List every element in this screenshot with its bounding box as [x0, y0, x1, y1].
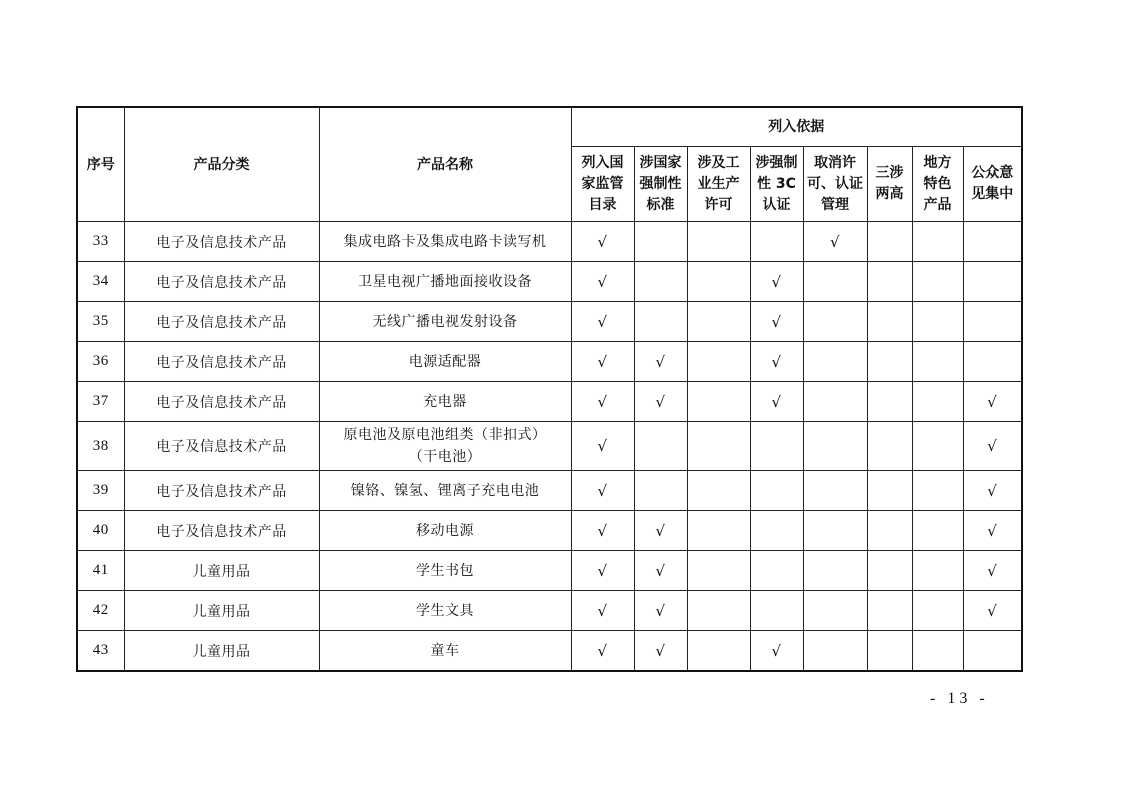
check-mark: √: [963, 471, 1022, 511]
check-mark: √: [634, 631, 687, 672]
header-line: 三涉: [875, 165, 904, 181]
empty-cell: [912, 262, 963, 302]
table-row: [77, 262, 1022, 302]
empty-cell: [687, 342, 750, 382]
empty-cell: [963, 631, 1022, 672]
cell-seq: 36: [77, 342, 124, 382]
cell-product-name: [319, 222, 571, 262]
cell-category: 儿童用品: [124, 591, 319, 631]
empty-cell: [634, 422, 687, 471]
product-name-line: 卫星电视广播地面接收设备: [358, 273, 532, 290]
product-name-line: 原电池及原电池组类（非扣式）: [343, 427, 547, 443]
empty-cell: [867, 631, 912, 672]
cell-category: 电子及信息技术产品: [124, 302, 319, 342]
check-mark: √: [634, 591, 687, 631]
table-row: [77, 302, 1022, 342]
check-mark: √: [963, 422, 1022, 471]
product-name-line: 学生书包: [416, 562, 474, 579]
cell-seq: 41: [77, 551, 124, 591]
header-category: 产品分类: [124, 107, 319, 222]
empty-cell: [963, 342, 1022, 382]
check-mark: √: [571, 591, 634, 631]
check-mark: √: [571, 222, 634, 262]
empty-cell: [687, 302, 750, 342]
product-name-line: 镍铬、镍氢、锂离子充电电池: [350, 482, 540, 499]
cell-category: 电子及信息技术产品: [124, 342, 319, 382]
product-name-line: 充电器: [423, 393, 467, 410]
empty-cell: [687, 591, 750, 631]
empty-cell: [687, 422, 750, 471]
empty-cell: [912, 471, 963, 511]
empty-cell: [687, 631, 750, 672]
cell-product-name: [319, 471, 571, 511]
header-line: 取消许: [814, 154, 856, 171]
cell-seq: 39: [77, 471, 124, 511]
header-basis-col-7: [912, 147, 963, 222]
empty-cell: [803, 302, 867, 342]
check-mark: √: [634, 511, 687, 551]
cell-product-name: [319, 262, 571, 302]
cell-product-name: [319, 342, 571, 382]
empty-cell: [912, 382, 963, 422]
empty-cell: [687, 471, 750, 511]
check-mark: √: [750, 262, 803, 302]
empty-cell: [687, 511, 750, 551]
check-mark: √: [571, 471, 634, 511]
cell-category: 电子及信息技术产品: [124, 511, 319, 551]
table-row: [77, 471, 1022, 511]
header-basis-col-5: [803, 147, 867, 222]
header-basis-col-4: [750, 147, 803, 222]
check-mark: √: [634, 342, 687, 382]
header-line: 管理: [821, 196, 849, 213]
empty-cell: [634, 302, 687, 342]
empty-cell: [867, 342, 912, 382]
cell-product-name: [319, 422, 571, 471]
empty-cell: [803, 551, 867, 591]
table-row: [77, 222, 1022, 262]
empty-cell: [750, 471, 803, 511]
header-line: 标准: [646, 196, 675, 213]
product-name-line: 无线广播电视发射设备: [372, 313, 518, 330]
table-row: [77, 511, 1022, 551]
check-mark: √: [963, 591, 1022, 631]
header-basis: 列入依据: [571, 107, 1022, 147]
check-mark: √: [571, 631, 634, 672]
empty-cell: [867, 382, 912, 422]
check-mark: √: [963, 382, 1022, 422]
empty-cell: [912, 222, 963, 262]
cell-category: 电子及信息技术产品: [124, 382, 319, 422]
table-row: [77, 422, 1022, 471]
check-mark: √: [571, 262, 634, 302]
cell-seq: 43: [77, 631, 124, 672]
check-mark: √: [634, 382, 687, 422]
header-line: 产品: [923, 196, 952, 213]
product-name-line: （干电池）: [408, 449, 482, 465]
product-name-line: 移动电源: [416, 522, 474, 539]
cell-seq: 33: [77, 222, 124, 262]
empty-cell: [912, 422, 963, 471]
cell-product-name: [319, 591, 571, 631]
empty-cell: [803, 262, 867, 302]
empty-cell: [687, 551, 750, 591]
check-mark: √: [963, 551, 1022, 591]
cell-category: 电子及信息技术产品: [124, 222, 319, 262]
table-row: [77, 591, 1022, 631]
empty-cell: [963, 302, 1022, 342]
empty-cell: [912, 342, 963, 382]
empty-cell: [750, 222, 803, 262]
empty-cell: [803, 342, 867, 382]
header-line: 特色: [923, 175, 952, 192]
empty-cell: [634, 471, 687, 511]
empty-cell: [867, 471, 912, 511]
empty-cell: [867, 591, 912, 631]
empty-cell: [867, 422, 912, 471]
product-table: [76, 106, 1023, 672]
check-mark: √: [750, 382, 803, 422]
header-name: 产品名称: [319, 107, 571, 222]
cell-seq: 38: [77, 422, 124, 471]
header-line: 家监管: [581, 175, 624, 192]
header-line: 见集中: [971, 186, 1014, 202]
empty-cell: [912, 302, 963, 342]
cell-category: 电子及信息技术产品: [124, 422, 319, 471]
empty-cell: [803, 591, 867, 631]
product-name-line: 集成电路卡及集成电路卡读写机: [343, 233, 547, 250]
check-mark: √: [750, 631, 803, 672]
check-mark: √: [571, 302, 634, 342]
cell-seq: 42: [77, 591, 124, 631]
cell-product-name: [319, 302, 571, 342]
empty-cell: [687, 382, 750, 422]
check-mark: √: [571, 511, 634, 551]
header-line: 可、认证: [807, 175, 863, 192]
table-header: [77, 107, 1022, 222]
header-line: 业生产: [697, 175, 740, 192]
empty-cell: [803, 511, 867, 551]
cell-seq: 35: [77, 302, 124, 342]
cell-category: 电子及信息技术产品: [124, 471, 319, 511]
header-seq: 序号: [77, 107, 124, 222]
empty-cell: [634, 222, 687, 262]
empty-cell: [912, 511, 963, 551]
empty-cell: [912, 591, 963, 631]
header-line: 涉国家: [639, 154, 682, 171]
header-line: 许可: [704, 196, 733, 213]
empty-cell: [750, 551, 803, 591]
cell-category: 儿童用品: [124, 631, 319, 672]
empty-cell: [867, 551, 912, 591]
check-mark: √: [750, 302, 803, 342]
cell-category: 儿童用品: [124, 551, 319, 591]
cell-product-name: [319, 511, 571, 551]
table-row: [77, 631, 1022, 672]
header-line: 两高: [875, 186, 904, 202]
header-line: 涉强制: [755, 154, 798, 171]
empty-cell: [687, 222, 750, 262]
empty-cell: [803, 631, 867, 672]
cell-category: 电子及信息技术产品: [124, 262, 319, 302]
empty-cell: [867, 262, 912, 302]
cell-product-name: [319, 551, 571, 591]
cell-seq: 34: [77, 262, 124, 302]
cell-seq: 37: [77, 382, 124, 422]
empty-cell: [750, 422, 803, 471]
empty-cell: [963, 262, 1022, 302]
empty-cell: [750, 511, 803, 551]
header-basis-col-1: [571, 147, 634, 222]
product-name-line: 学生文具: [416, 602, 474, 619]
header-line: 公众意: [971, 165, 1014, 181]
empty-cell: [963, 222, 1022, 262]
check-mark: √: [571, 342, 634, 382]
empty-cell: [867, 511, 912, 551]
empty-cell: [803, 422, 867, 471]
header-basis-col-8: [963, 147, 1022, 222]
empty-cell: [750, 591, 803, 631]
header-basis-col-2: [634, 147, 687, 222]
empty-cell: [803, 382, 867, 422]
header-line: 目录: [588, 196, 617, 213]
check-mark: √: [750, 342, 803, 382]
header-basis-col-6: [867, 147, 912, 222]
table-row: [77, 342, 1022, 382]
header-basis-col-3: [687, 147, 750, 222]
check-mark: √: [963, 511, 1022, 551]
check-mark: √: [803, 222, 867, 262]
page-number: - 13 -: [930, 690, 989, 707]
table-row: [77, 382, 1022, 422]
cell-product-name: [319, 382, 571, 422]
header-line: 列入国: [581, 154, 624, 171]
product-name-line: 童车: [430, 642, 460, 659]
header-line: 涉及工: [697, 154, 740, 171]
empty-cell: [867, 222, 912, 262]
empty-cell: [634, 262, 687, 302]
check-mark: √: [571, 422, 634, 471]
table-row: [77, 551, 1022, 591]
check-mark: √: [634, 551, 687, 591]
check-mark: √: [571, 551, 634, 591]
empty-cell: [687, 262, 750, 302]
empty-cell: [867, 302, 912, 342]
check-mark: √: [571, 382, 634, 422]
header-line: 地方: [923, 154, 952, 171]
header-line: 性 3C: [757, 175, 796, 192]
header-line: 强制性: [639, 175, 682, 192]
product-name-line: 电源适配器: [408, 353, 482, 370]
cell-product-name: [319, 631, 571, 672]
empty-cell: [912, 631, 963, 672]
cell-seq: 40: [77, 511, 124, 551]
empty-cell: [803, 471, 867, 511]
header-line: 认证: [762, 196, 791, 213]
empty-cell: [912, 551, 963, 591]
